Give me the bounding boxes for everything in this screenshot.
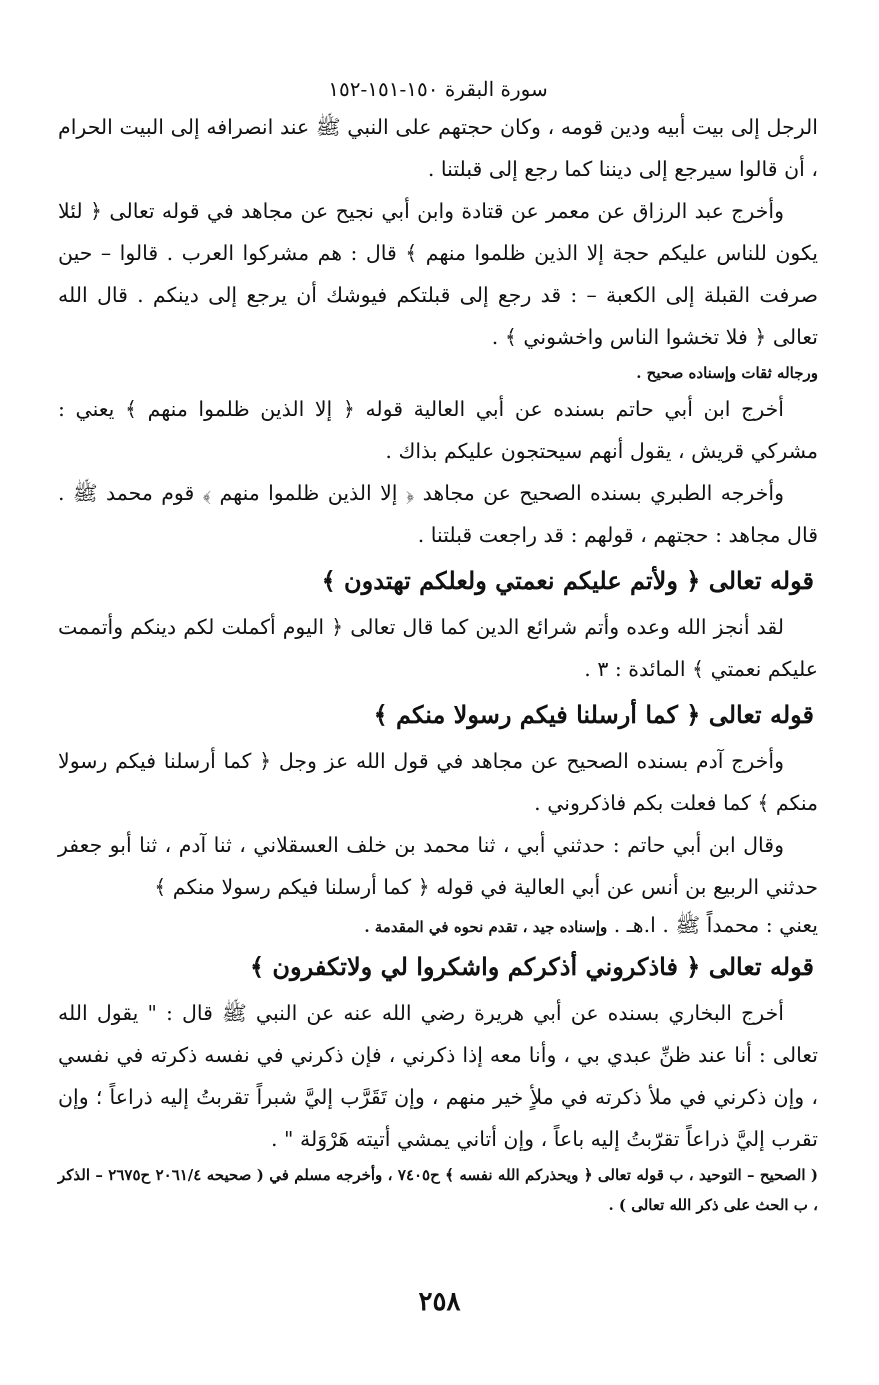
section-heading-3: قوله تعالى ﴿ فاذكروني أذكركم واشكروا لي ولاتكفرون ﴾: [250, 952, 814, 981]
paragraph-7: وقال ابن أبي حاتم : حدثني أبي ، ثنا محمد بن خلف العسقلاني ، ثنا آدم ، ثنا أبو جعفر حدثني الربيع بن أنس عن أبي العالية في قوله ﴿ كما أرسلنا فيكم رسولا منكم ﴾: [58, 833, 818, 899]
hadith-reference: ( الصحيح – التوحيد ، ب قوله تعالى ﴿ ويحذركم الله نفسه ﴾ ح٧٤٠٥ ، وأخرجه مسلم في ( صحيحه ٢٠٦١/٤ ح٢٦٧٥ – الذكر ، ب الحث على ذكر الله تعالى ) .: [58, 1166, 818, 1214]
paragraph-3: أخرج ابن أبي حاتم بسنده عن أبي العالية قوله ﴿ إلا الذين ظلموا منهم ﴾ يعني : مشركي قريش ، يقول أنهم سيحتجون عليكم بذاك .: [58, 397, 818, 463]
page-body: [58, 74, 818, 1220]
running-title: سورة البقرة ١٥٠-١٥١-١٥٢: [328, 77, 548, 101]
isnad-note-1: ورجاله ثقات وإسناده صحيح .: [636, 364, 818, 382]
page-number: ٢٥٨: [418, 1287, 461, 1317]
paragraph-1: الرجل إلى بيت أبيه ودين قومه ، وكان حجتهم على النبي ﷺ عند انصرافه إلى البيت الحرام ، أن قالوا سيرجع إلى ديننا كما رجع إلى قبلتنا .: [58, 115, 818, 181]
paragraph-7-tail: يعني : محمداً ﷺ . ا.هـ .: [613, 913, 818, 937]
paragraph-8: أخرج البخاري بسنده عن أبي هريرة رضي الله عنه عن النبي ﷺ قال : " يقول الله تعالى : أنا عند ظنِّ عبدي بي ، وأنا معه إذا ذكرني ، فإن ذكرني في نفسه ذكرته في نفسي ، وإن ذكرني في ملأ ذكرته في ملأٍ خير منهم ، وإن تَقَرَّب إليَّ شبراً تقربتُ إليه ذراعاً ؛ وإن تقرب إليَّ ذراعاً تقرّبتُ إليه باعاً ، وإن أتاني يمشي أتيته هَرْوَلة " .: [58, 1001, 818, 1151]
paragraph-6: وأخرج آدم بسنده الصحيح عن مجاهد في قول الله عز وجل ﴿ كما أرسلنا فيكم رسولا منكم ﴾ كما فعلت بكم فاذكروني .: [58, 749, 818, 815]
section-heading-1: قوله تعالى ﴿ ولأتم عليكم نعمتي ولعلكم تهتدون ﴾: [321, 566, 814, 595]
paragraph-4: وأخرجه الطبري بسنده الصحيح عن مجاهد ﴿ إلا الذين ظلموا منهم ﴾ قوم محمد ﷺ . قال مجاهد : حجتهم ، قولهم : قد راجعت قبلتنا .: [58, 481, 818, 547]
paragraph-7-end: [58, 908, 818, 942]
section-heading-2: قوله تعالى ﴿ كما أرسلنا فيكم رسولا منكم ﴾: [373, 700, 814, 729]
paragraph-5: لقد أنجز الله وعده وأتم شرائع الدين كما قال تعالى ﴿ اليوم أكملت لكم دينكم وأتممت عليكم نعمتي ﴾ المائدة : ٣ .: [58, 615, 818, 681]
isnad-note-2: وإسناده جيد ، تقدم نحوه في المقدمة .: [364, 918, 608, 936]
paragraph-2: وأخرج عبد الرزاق عن معمر عن قتادة وابن أبي نجيح عن مجاهد في قوله تعالى ﴿ لئلا يكون للناس عليكم حجة إلا الذين ظلموا منهم ﴾ قال : هم مشركوا العرب . قالوا – حين صرفت القبلة إلى الكعبة – : قد رجع إلى قبلتكم فيوشك أن يرجع إلى دينكم . قال الله تعالى ﴿ فلا تخشوا الناس واخشوني ﴾ .: [58, 199, 818, 349]
